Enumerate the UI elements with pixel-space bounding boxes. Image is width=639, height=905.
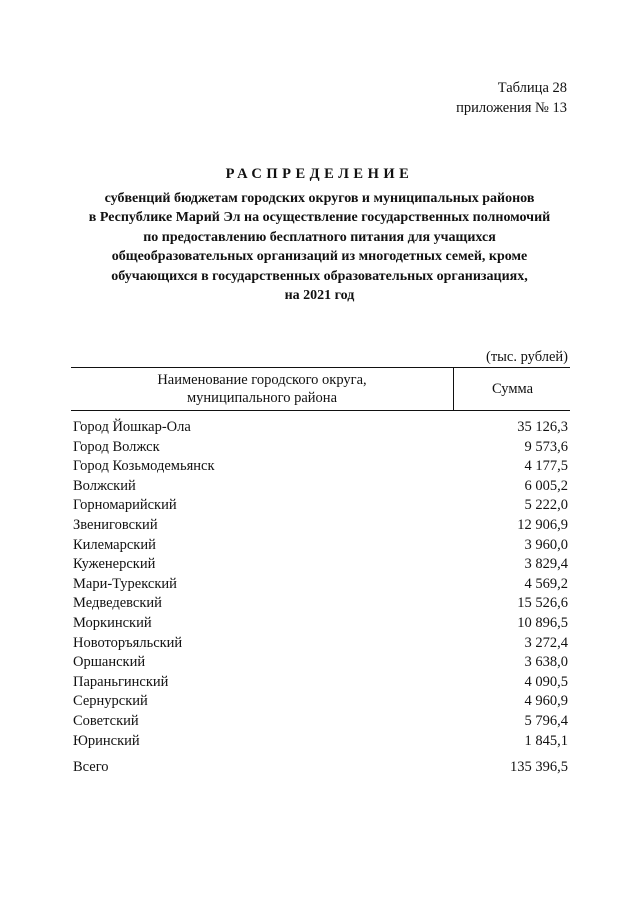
table-row (73, 418, 568, 438)
district-name: Советский (73, 712, 139, 729)
table-body (73, 418, 568, 751)
table-total-row (73, 757, 568, 777)
district-name: Куженерский (73, 556, 156, 573)
district-name: Параньгинский (73, 673, 169, 690)
district-name: Мари-Турекский (73, 575, 177, 592)
subtitle-line: обучающихся в государственных образовательных организациях, (111, 268, 528, 284)
district-name: Медведевский (73, 595, 162, 612)
column-header-name-line: Наименование городского округа, (157, 372, 367, 388)
subtitle-line: по предоставлению бесплатного питания для учащихся (143, 229, 496, 245)
district-amount: 1 845,1 (524, 732, 568, 749)
district-amount: 4 090,5 (524, 673, 568, 690)
district-amount: 35 126,3 (517, 419, 568, 435)
district-name: Город Волжск (73, 438, 160, 455)
district-amount: 15 526,6 (517, 595, 568, 612)
total-value: 135 396,5 (510, 759, 568, 775)
district-amount: 3 960,0 (524, 536, 568, 553)
district-name: Город Йошкар-Ола (73, 419, 191, 435)
document-subtitle (40, 189, 599, 305)
district-name: Звениговский (73, 516, 158, 533)
subtitle-line: на 2021 год (284, 288, 355, 304)
district-amount: 10 896,5 (517, 614, 568, 631)
document-title: РАСПРЕДЕЛЕНИЕ (225, 166, 414, 182)
district-name: Юринский (73, 732, 140, 749)
table-row (73, 555, 568, 575)
table-row (73, 653, 568, 673)
table-row (73, 712, 568, 732)
units-label: (тыс. рублей) (486, 349, 568, 365)
table-row (73, 673, 568, 693)
table-row (73, 536, 568, 556)
table-row (73, 594, 568, 614)
table-row (73, 614, 568, 634)
district-name: Город Козьмодемьянск (73, 458, 215, 475)
table-row (73, 634, 568, 654)
district-name: Моркинский (73, 614, 152, 631)
subtitle-line: субвенций бюджетам городских округов и муниципальных районов (104, 191, 535, 206)
district-name: Новоторъяльский (73, 634, 183, 651)
table-row (73, 477, 568, 497)
district-amount: 3 272,4 (524, 634, 568, 651)
table-number: Таблица 28 (497, 80, 567, 96)
district-amount: 9 573,6 (524, 438, 568, 455)
column-header-name-line: муниципального района (187, 389, 337, 406)
table-row (73, 457, 568, 477)
district-name: Сернурский (73, 693, 148, 710)
column-header-sum: Сумма (491, 381, 534, 397)
table-row (73, 438, 568, 458)
district-name: Волжский (73, 477, 136, 494)
subtitle-line: общеобразовательных организаций из многодетных семей, кроме (111, 249, 528, 265)
table-row (73, 732, 568, 752)
table-row (73, 516, 568, 536)
district-amount: 4 569,2 (524, 575, 568, 592)
table-header (71, 367, 570, 411)
column-header-name (71, 368, 454, 410)
appendix-number: приложения № 13 (456, 100, 567, 116)
district-name: Оршанский (73, 654, 146, 671)
total-label: Всего (73, 759, 109, 775)
district-amount: 6 005,2 (524, 477, 568, 494)
district-amount: 4 960,9 (524, 693, 568, 710)
table-reference (456, 78, 567, 118)
district-name: Горномарийский (73, 497, 177, 514)
table-row (73, 496, 568, 516)
district-amount: 12 906,9 (517, 516, 568, 533)
district-amount: 4 177,5 (524, 458, 568, 475)
subtitle-line: в Республике Марий Эл на осуществление государственных полномочий (88, 210, 551, 226)
district-name: Килемарский (73, 536, 156, 553)
table-row (73, 692, 568, 712)
district-amount: 5 222,0 (524, 497, 568, 514)
table-row (73, 575, 568, 595)
district-amount: 3 638,0 (524, 654, 568, 671)
district-amount: 3 829,4 (524, 556, 568, 573)
district-amount: 5 796,4 (524, 712, 568, 729)
